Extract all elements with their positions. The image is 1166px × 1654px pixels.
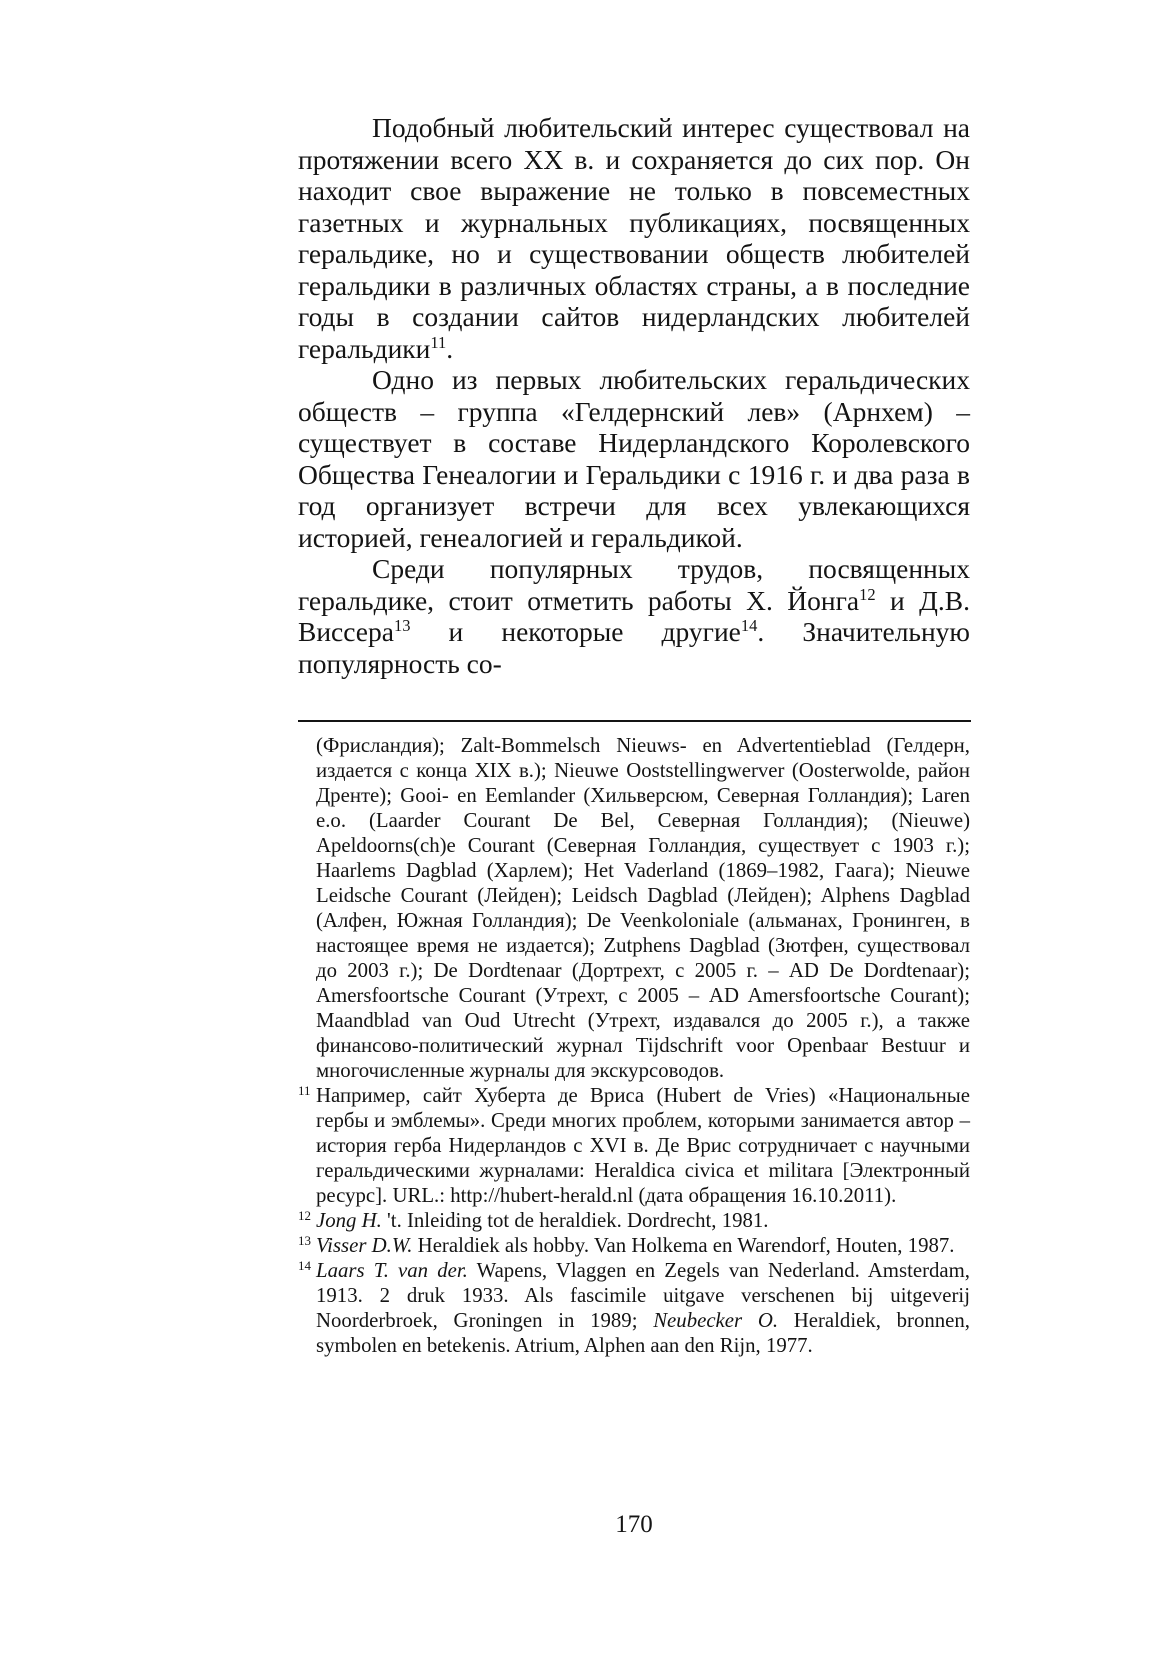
footnote-author-2: Neubecker O.	[653, 1309, 779, 1332]
paragraph-1	[298, 112, 970, 364]
footnote-text: Wapens, Vlaggen en Zegels van Nederland. Amsterdam, 1913. 2 druk 1933. Als fascimile uitgave verschenen bij uitgeverij Noorderbroek, Groningen in 1989;	[316, 1259, 971, 1332]
paragraph-2: Одно из первых любительских геральдических обществ – группа «Гелдернский лев» (Арнхем) – существует в составе Нидерландского Королевского Общества Генеалогии и Геральдики с 1916 г. и два раза в год организует встречи для всех увлекающихся историей, генеалогией и геральдикой.	[298, 364, 970, 553]
footnote-ref-14[interactable]: 14	[740, 615, 758, 635]
paragraph-3-part-1: Среди популярных трудов, посвященных геральдике, стоит отметить работы Х. Йонга	[298, 553, 970, 616]
footnote-ref-13[interactable]: 13	[393, 615, 411, 635]
main-text	[298, 112, 970, 679]
paragraph-3-part-4: . Значительную популярность со-	[298, 616, 970, 679]
footnote-continued-text: (Фрисландия); Zalt-Bommelsch Nieuws- en Advertentieblad (Гелдерн, издается с конца XIX в.); Nieuwe Ooststellingwerver (Oosterwolde, район Дренте); Gooi- en Eemlander (Хильверсюм, Северная Голландия); Laren e.o. (Laarder Courant De Bel, Северная Голландия); (Nieuwe) Apeldoorns(ch)e Courant (Северная Голландия, существует с 1903 г.); Haarlems Dagblad (Харлем); Het Vaderland (1869–1982, Гаага); Nieuwe Leidsche Courant (Лейден); Leidsch Dagblad (Лейден); Alphens Dagblad (Алфен, Южная Голландия); De Veenkoloniale (альманах, Гронинген, в настоящее время не издается); Zutphens Dagblad (Зютфен, существовал до 2003 г.); De Dordtenaar (Дортрехт, с 2005 г. – AD De Dordtenaar); Amersfoortsche Courant (Утрехт, с 2005 – AD Amersfoortsche Courant); Maandblad van Oud Utrecht (Утрехт, издавался до 2005 г.), а также финансово-политический журнал Tijdschrift voor Openbaar Bestuur и многочисленные журналы для экскурсоводов.	[316, 734, 970, 1082]
footnote-text: Например, сайт Хуберта де Вриса (Hubert de Vries) «Национальные гербы и эмблемы». Среди многих проблем, которыми занимается автор – история герба Нидерландов с XVI в. Де Врис сотрудничает с научными геральдическими журналами: Heraldica civica et militara [Электронный ресурс]. URL.: http://hubert-herald.nl (дата обращения 16.10.2011).	[316, 1084, 970, 1207]
footnote-11: 11 Например, сайт Хуберта де Вриса (Hubert de Vries) «Национальные гербы и эмблемы». Среди многих проблем, которыми занимается автор – история герба Нидерландов с XVI в. Де Врис сотрудничает с научными геральдическими журналами: Heraldica civica et militara [Электронный ресурс]. URL.: http://hubert-herald.nl (дата обращения 16.10.2011).	[298, 1083, 970, 1207]
footnote-author: Jong H.	[316, 1209, 382, 1232]
footnotes	[298, 733, 970, 1358]
footnote-continued	[298, 733, 970, 1083]
footnote-14: 14 Laars T. van der. Wapens, Vlaggen en Zegels van Nederland. Amsterdam, 1913. 2 druk 1933. Als fascimile uitgave verschenen bij uitgeverij Noorderbroek, Groningen in 1989; Neubecker O. Heraldiek, bronnen, symbolen en betekenis. Atrium, Alphen aan den Rijn, 1977.	[298, 1258, 971, 1357]
paragraph-1-end: .	[446, 332, 454, 364]
paragraph-3	[298, 553, 970, 679]
footnote-author: Laars T. van der.	[316, 1259, 468, 1282]
footnote-ref-11[interactable]: 11	[430, 332, 447, 352]
footnote-text: 't. Inleiding tot de heraldiek. Dordrecht, 1981.	[381, 1209, 769, 1232]
footnote-text: Heraldiek als hobby. Van Holkema en Warendorf, Houten, 1987.	[412, 1234, 955, 1257]
footnote-author: Visser D.W.	[316, 1234, 413, 1257]
footnote-13: 13 Visser D.W. Heraldiek als hobby. Van Holkema en Warendorf, Houten, 1987.	[298, 1233, 955, 1257]
page-number: 170	[615, 1511, 653, 1538]
paragraph-3-part-3: и некоторые другие	[410, 616, 741, 647]
paragraph-3-part-2: и Д.В. Виссера	[298, 584, 970, 647]
footnote-12: 12 Jong H. 't. Inleiding tot de heraldiek. Dordrecht, 1981.	[298, 1208, 769, 1232]
footnote-separator	[298, 720, 971, 722]
footnote-ref-12[interactable]: 12	[859, 584, 876, 604]
footnote-text-2: Heraldiek, bronnen, symbolen en betekenis. Atrium, Alphen aan den Rijn, 1977.	[316, 1309, 970, 1357]
paragraph-1-text: Подобный любительский интерес существовал на протяжении всего XX в. и сохраняется до сих пор. Он находит свое выражение не только в повсеместных газетных и журнальных публикациях, посвященных геральдике, но и существовании обществ любителей геральдики в различных областях страны, а в последние годы в создании сайтов нидерландских любителей геральдики	[298, 112, 970, 364]
